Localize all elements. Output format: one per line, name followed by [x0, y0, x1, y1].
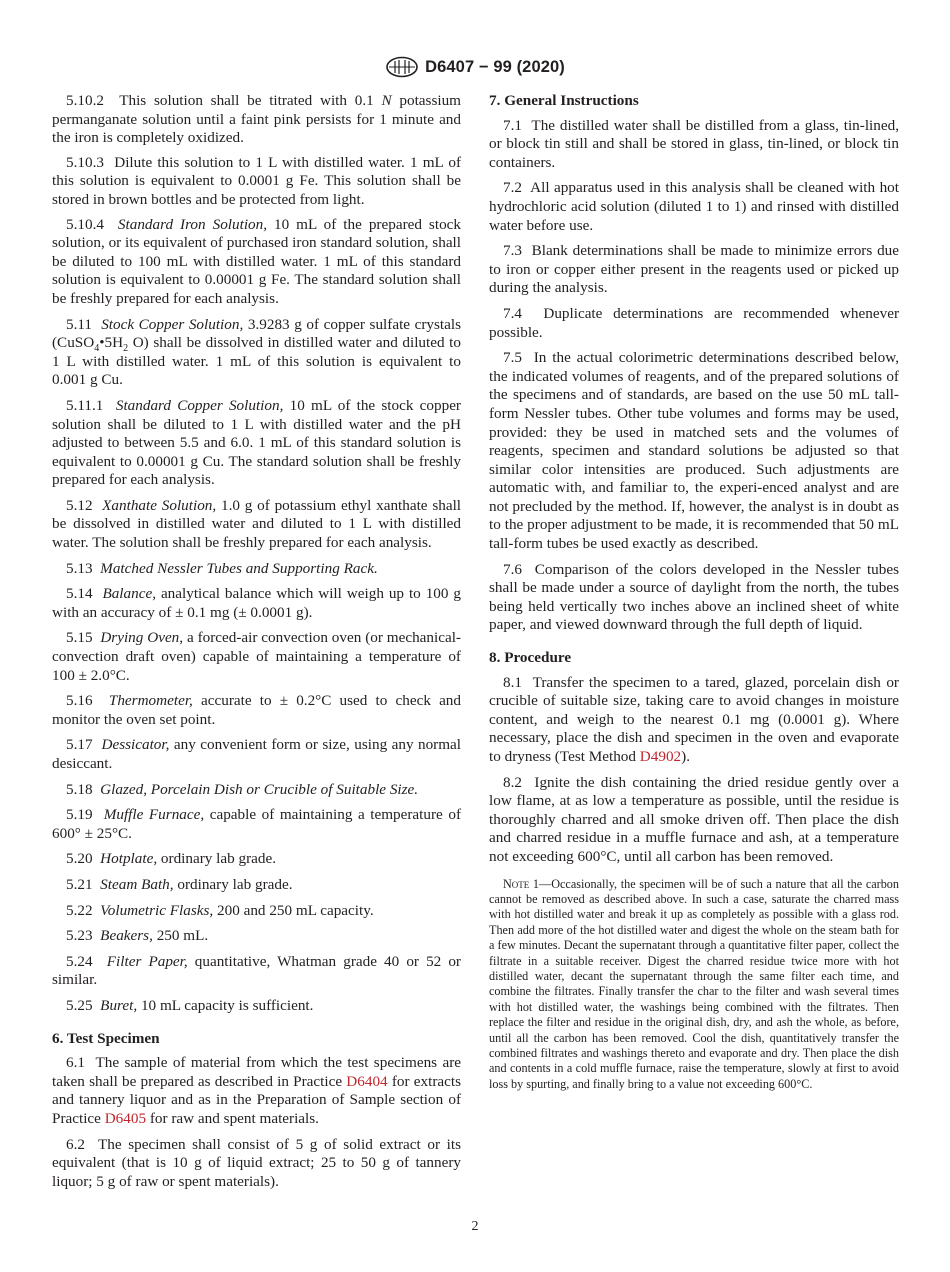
section-5-11: 5.11 Stock Copper Solution, 3.9283 g of copper sulfate crystals ($CuSO_4•5H_2$ O) shall be dissolved in distilled water and diluted to 1 L with distilled water. 1 mL of this solution is equivalent to 0.001 g Cu. [52, 315, 462, 389]
section-5-10-4: 5.10.4 Standard Iron Solution, 10 mL of the prepared stock solution, or its equivalent of purchased iron standard solution, shall be diluted to 100 mL with distilled water. 1 mL of this standard solution is equivalent to 0.00001 g Fe. The standard solution shall be freshly prepared for each analysis. [52, 215, 461, 307]
link-d6405[interactable]: D6405 [104, 1109, 147, 1127]
section-5-21: 5.21 Steam Bath, ordinary lab grade. [66, 875, 293, 893]
section-5-23: 5.23 Beakers, 250 mL. [66, 927, 209, 945]
heading-general-instructions: 7. General Instructions [489, 92, 639, 109]
section-5-10-3: 5.10.3 Dilute this solution to 1 L with distilled water. 1 mL of this solution is equivalent to 0.0001 g Fe. This solution shall be stored in brown bottles and be protected from light. [52, 153, 461, 208]
section-6-1: 6.1 The sample of material from which the test specimens are taken shall be prepared as described in Practice D6404 for extracts and tannery liquor and as in the Preparation of Sample section of Practice D6405 for raw and spent materials. [52, 1054, 461, 1127]
right-column [489, 92, 899, 1092]
link-d6404[interactable]: D6404 [346, 1072, 388, 1090]
section-5-24: 5.24 Filter Paper, quantitative, Whatman grade 40 or 52 or similar. [52, 952, 461, 989]
section-5-25: 5.25 Buret, 10 mL capacity is sufficient. [66, 996, 314, 1014]
section-5-20: 5.20 Hotplate, ordinary lab grade. [66, 850, 277, 868]
note-1: Note 1—Occasionally, the specimen will be of such a nature that all the carbon cannot be removed as described above. In such a case, saturate the charred mass with hot distilled water and break it up as completely as possible with a glass rod. Then add more of the hot distilled water and digest the whole on the steam bath for a few minutes. Decant the supernatant through a quantitative filter paper, collect the filtrate in a suitable receiver. Digest the charred residue twice more with hot distilled water, decant the supernatant through the same filter each time, and combine the filtrates. Finally transfer the char to the filter and wash several times with hot distilled water, the washings being combined with the filtrates. Then replace the filter and residue in the original dish, dry, and ash the whole, as before, until all the carbon has been removed. Cool the dish, quantitatively transfer the combined filtrates and washings thereto and evaporate and dry. Then place the dish and contents in a cold muffle furnace, raise the temperature, slowly at first to avoid loss by spurting, and finally bring to a value not exceeding 600°C. [489, 876, 899, 1091]
section-7-5: 7.5 In the actual colorimetric determinations described below, the indicated volumes of reagents, and of the prepared solutions of the specimens and of standards, are based on the use 50 mL tall-form Nessler tubes. Other tube volumes and forms may be used, provided: they be used in matched sets and the volumes of reagents, specimen and standard solutions be adjusted so that similar color intensities are produced. Such adjustments are automatic with, and familiar to, the experi-enced analyst and are not precluded by the method. If, however, the analyst is in doubt as to the proper adjustment to be made, it is recommended that 50 mL tall-form tubes be used exactly as described. [489, 349, 900, 553]
section-5-17: 5.17 Dessicator, any convenient form or size, using any normal desiccant. [52, 736, 462, 772]
section-5-11-1: 5.11.1 Standard Copper Solution, 10 mL of the stock copper solution shall be diluted to 1 L with distilled water and the pH adjusted to between 5.5 and 6.0. 1 mL of this standard solution is equivalent to 0.00001 g Cu. The standard solution shall be freshly prepared for each analysis. [52, 396, 461, 489]
section-7-2: 7.2 All apparatus used in this analysis shall be cleaned with hot hydrochloric acid solution (diluted 1 to 1) and rinsed with distilled water before use. [489, 179, 899, 234]
section-7-1: 7.1 The distilled water shall be distilled from a glass, tin-lined, or block tin still and shall be stored in glass, tin-lined, or block tin containers. [489, 116, 900, 171]
section-5-16: 5.16 Thermometer, accurate to ± 0.2°C used to check and monitor the oven set point. [52, 692, 461, 728]
section-5-13: 5.13 Matched Nessler Tubes and Supporting Rack. [66, 559, 378, 577]
section-5-18: 5.18 Glazed, Porcelain Dish or Crucible of Suitable Size. [66, 780, 419, 798]
section-8-1: 8.1 Transfer the specimen to a tared, glazed, porcelain dish or crucible of suitable size, taking care to avoid changes in moisture content, and weigh to the nearest 0.1 mg (0.0001 g). Where necessary, place the dish and specimen in the oven and evaporate to dryness (Test Method D4902). [489, 673, 899, 765]
section-5-15: 5.15 Drying Oven, a forced-air convection oven (or mechanical-convection draft oven) capable of maintaining a temperature of 100 ± 2.0°C. [52, 629, 461, 684]
left-column [52, 92, 461, 1198]
heading-test-specimen: 6. Test Specimen [52, 1029, 160, 1047]
page-number: 2 [471, 1219, 479, 1234]
section-7-6: 7.6 Comparison of the colors developed in the Nessler tubes shall be made under a source of daylight from the north, the tubes being held vertically two inches above an inclined sheet of white paper, and viewed downward through the full depth of liquid. [489, 560, 899, 634]
heading-procedure: 8. Procedure [489, 649, 572, 667]
section-5-12: 5.12 Xanthate Solution, 1.0 g of potassium ethyl xanthate shall be dissolved in distilled water and diluted to 1 L with distilled water. The solution shall be freshly prepared for each analysis. [52, 496, 462, 552]
standard-designation: D6407 − 99 (2020) [425, 57, 565, 76]
section-8-2: 8.2 Ignite the dish containing the dried residue gently over a low flame, at as low a temperature as possible, until the residue is thoroughly charred and all smoke driven off. Then place the dish and charred residue in a muffle furnace and ash, at a temperature not exceeding 600°C, until all carbon has been removed. [489, 773, 899, 865]
section-5-10-2: 5.10.2 This solution shall be titrated with 0.1 N potassium permanganate solution until a faint pink persists for 1 minute and the iron is completely oxidized. [52, 92, 461, 147]
section-5-14: 5.14 Balance, analytical balance which will weigh up to 100 g with an accuracy of ± 0.1 mg (± 0.0001 g). [52, 585, 462, 621]
section-7-4: 7.4 Duplicate determinations are recommended whenever possible. [489, 304, 899, 341]
section-7-3: 7.3 Blank determinations shall be made to minimize errors due to iron or copper either present in the reagents used or picked up during the analysis. [489, 242, 899, 297]
section-6-2: 6.2 The specimen shall consist of 5 g of solid extract or its equivalent (that is 10 g of liquid extract; 25 to 50 g of tannery liquor; 5 g of raw or spent materials). [52, 1135, 461, 1190]
section-5-22: 5.22 Volumetric Flasks, 200 and 250 mL capacity. [66, 901, 374, 919]
link-d4902[interactable]: D4902 [639, 748, 682, 765]
page-header [0, 56, 950, 78]
section-5-19: 5.19 Muffle Furnace, capable of maintaining a temperature of 600° ± 25°C. [52, 806, 461, 842]
astm-logo-icon [385, 56, 419, 78]
